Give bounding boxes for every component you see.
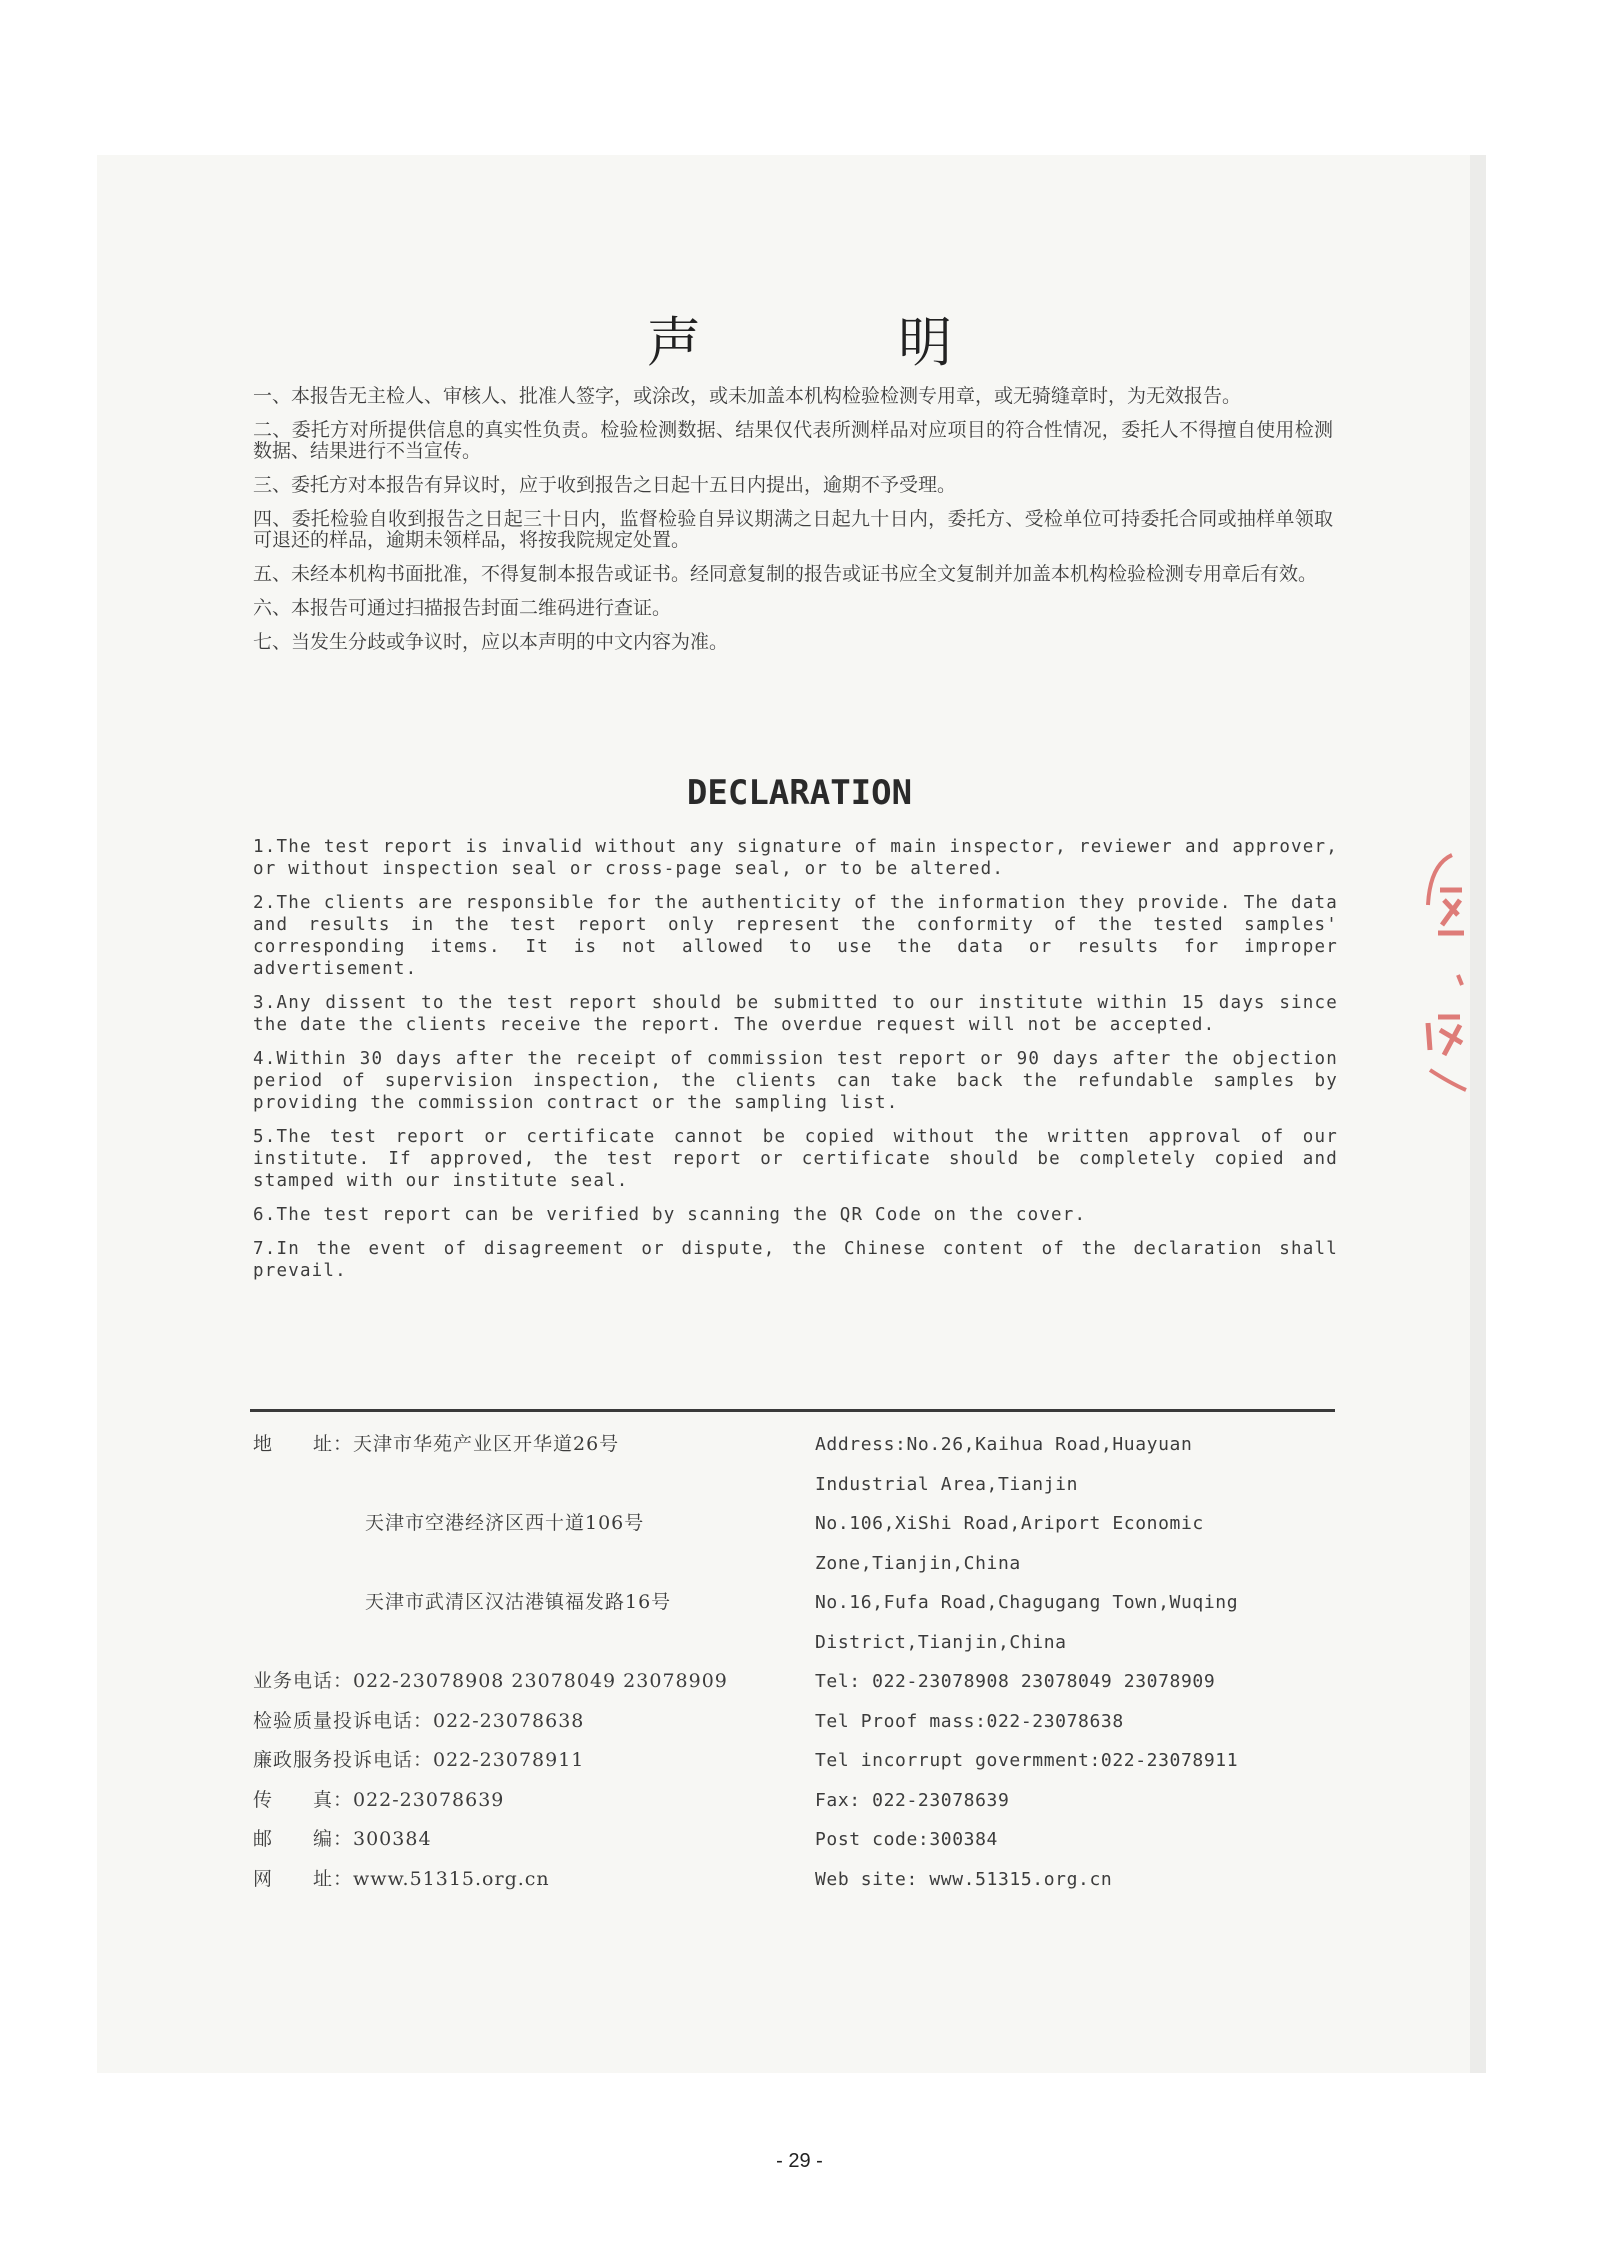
declaration-item-cn: 三、委托方对本报告有异议时，应于收到报告之日起十五日内提出，逾期不予受理。 (253, 474, 957, 496)
page-number: - 29 - (776, 2150, 823, 2172)
address-en: District,Tianjin,China (815, 1631, 1067, 1653)
declaration-item-en: 7.In the event of disagreement or dispute, the Chinese content of the declaration shall prevail. (253, 1239, 1338, 1281)
fax-cn: 传 真：022-23078639 (253, 1788, 505, 1811)
contact-info-cn (253, 1425, 813, 1899)
declaration-item-en: 4.Within 30 days after the receipt of commission test report or 90 days after the objection period of supervision inspection, the clients can take back the refundable samples by providing the commission contract or the sampling list. (253, 1049, 1338, 1113)
declaration-item-cn: 二、委托方对所提供信息的真实性负责。检验检测数据、结果仅代表所测样品对应项目的符合性情况，委托人不得擅自使用检测数据、结果进行不当宣传。 (253, 419, 1333, 462)
declaration-title-en: DECLARATION (686, 773, 913, 813)
declaration-item-en: 2.The clients are responsible for the authenticity of the information they provide. The data and results in the test report only represent the conformity of the tested samples' corresponding items. It is not allowed to use the data or results for improper advertisement. (253, 893, 1338, 979)
declaration-item-cn: 四、委托检验自收到报告之日起三十日内，监督检验自异议期满之日起九十日内，委托方、受检单位可持委托合同或抽样单领取可退还的样品，逾期未领样品，将按我院规定处置。 (253, 508, 1333, 551)
declaration-item-cn: 五、未经本机构书面批准，不得复制本报告或证书。经同意复制的报告或证书应全文复制并加盖本机构检验检测专用章后有效。 (253, 563, 1318, 585)
postcode-en: Post code:300384 (815, 1829, 998, 1850)
business-tel-cn: 业务电话：022-23078908 23078049 23078909 (253, 1670, 728, 1692)
declaration-item-cn: 一、本报告无主检人、审核人、批准人签字，或涂改，或未加盖本机构检验检测专用章，或无骑缝章时，为无效报告。 (253, 385, 1242, 407)
integrity-tel-cn: 廉政服务投诉电话：022-23078911 (253, 1749, 585, 1771)
address-cn-spacer (253, 1465, 813, 1505)
address-cn: 天津市武清区汉沽港镇福发路16号 (365, 1591, 672, 1613)
declaration-item-cn: 六、本报告可通过扫描报告封面二维码进行查证。 (253, 597, 672, 619)
website-cn: 网 址：www.51315.org.cn (253, 1867, 550, 1890)
address-cn: 天津市空港经济区西十道106号 (365, 1512, 645, 1534)
address-cn: 地 址：天津市华苑产业区开华道26号 (253, 1433, 620, 1455)
declaration-title-cn: 声 明 (646, 311, 1043, 374)
address-cn-spacer (253, 1623, 813, 1663)
website-en: Web site: www.51315.org.cn (815, 1868, 1113, 1890)
declaration-item-en: 1.The test report is invalid without any signature of main inspector, reviewer and approver, or without inspection seal or cross-page seal, or to be altered. (253, 837, 1338, 879)
address-en: Zone,Tianjin,China (815, 1552, 1021, 1574)
postcode-cn: 邮 编：300384 (253, 1828, 432, 1850)
contact-info-en (815, 1425, 1355, 1899)
tel-proof-en: Tel Proof mass:022-23078638 (815, 1710, 1124, 1732)
divider-rule (250, 1409, 1335, 1412)
declaration-item-en: 3.Any dissent to the test report should be submitted to our institute within 15 days since the date the clients receive the report. The overdue request will not be accepted. (253, 993, 1338, 1035)
address-en: Industrial Area,Tianjin (815, 1473, 1079, 1495)
fax-en: Fax: 022-23078639 (815, 1789, 1010, 1811)
address-en: No.16,Fufa Road,Chagugang Town,Wuqing (815, 1592, 1239, 1613)
declaration-list-en (253, 836, 1338, 1294)
tel-en: Tel: 022-23078908 23078049 23078909 (815, 1671, 1216, 1692)
declaration-list-cn (253, 386, 1333, 666)
address-en: No.106,XiShi Road,Ariport Economic (815, 1513, 1204, 1534)
declaration-item-en: 5.The test report or certificate cannot be copied without the written approval of our institute. If approved, the test report or certificate should be completely copied and stamped with our institute seal. (253, 1127, 1338, 1191)
address-cn-spacer (253, 1544, 813, 1584)
scan-edge (1470, 155, 1486, 2073)
declaration-item-en: 6.The test report can be verified by scanning the QR Code on the cover. (253, 1205, 1087, 1225)
complaint-tel-cn: 检验质量投诉电话：022-23078638 (253, 1709, 585, 1732)
tel-incorrupt-en: Tel incorrupt govermment:022-23078911 (815, 1750, 1239, 1771)
declaration-item-cn: 七、当发生分歧或争议时，应以本声明的中文内容为准。 (253, 631, 729, 653)
address-en: Address:No.26,Kaihua Road,Huayuan (815, 1434, 1193, 1455)
cross-page-seal (1400, 845, 1470, 1105)
